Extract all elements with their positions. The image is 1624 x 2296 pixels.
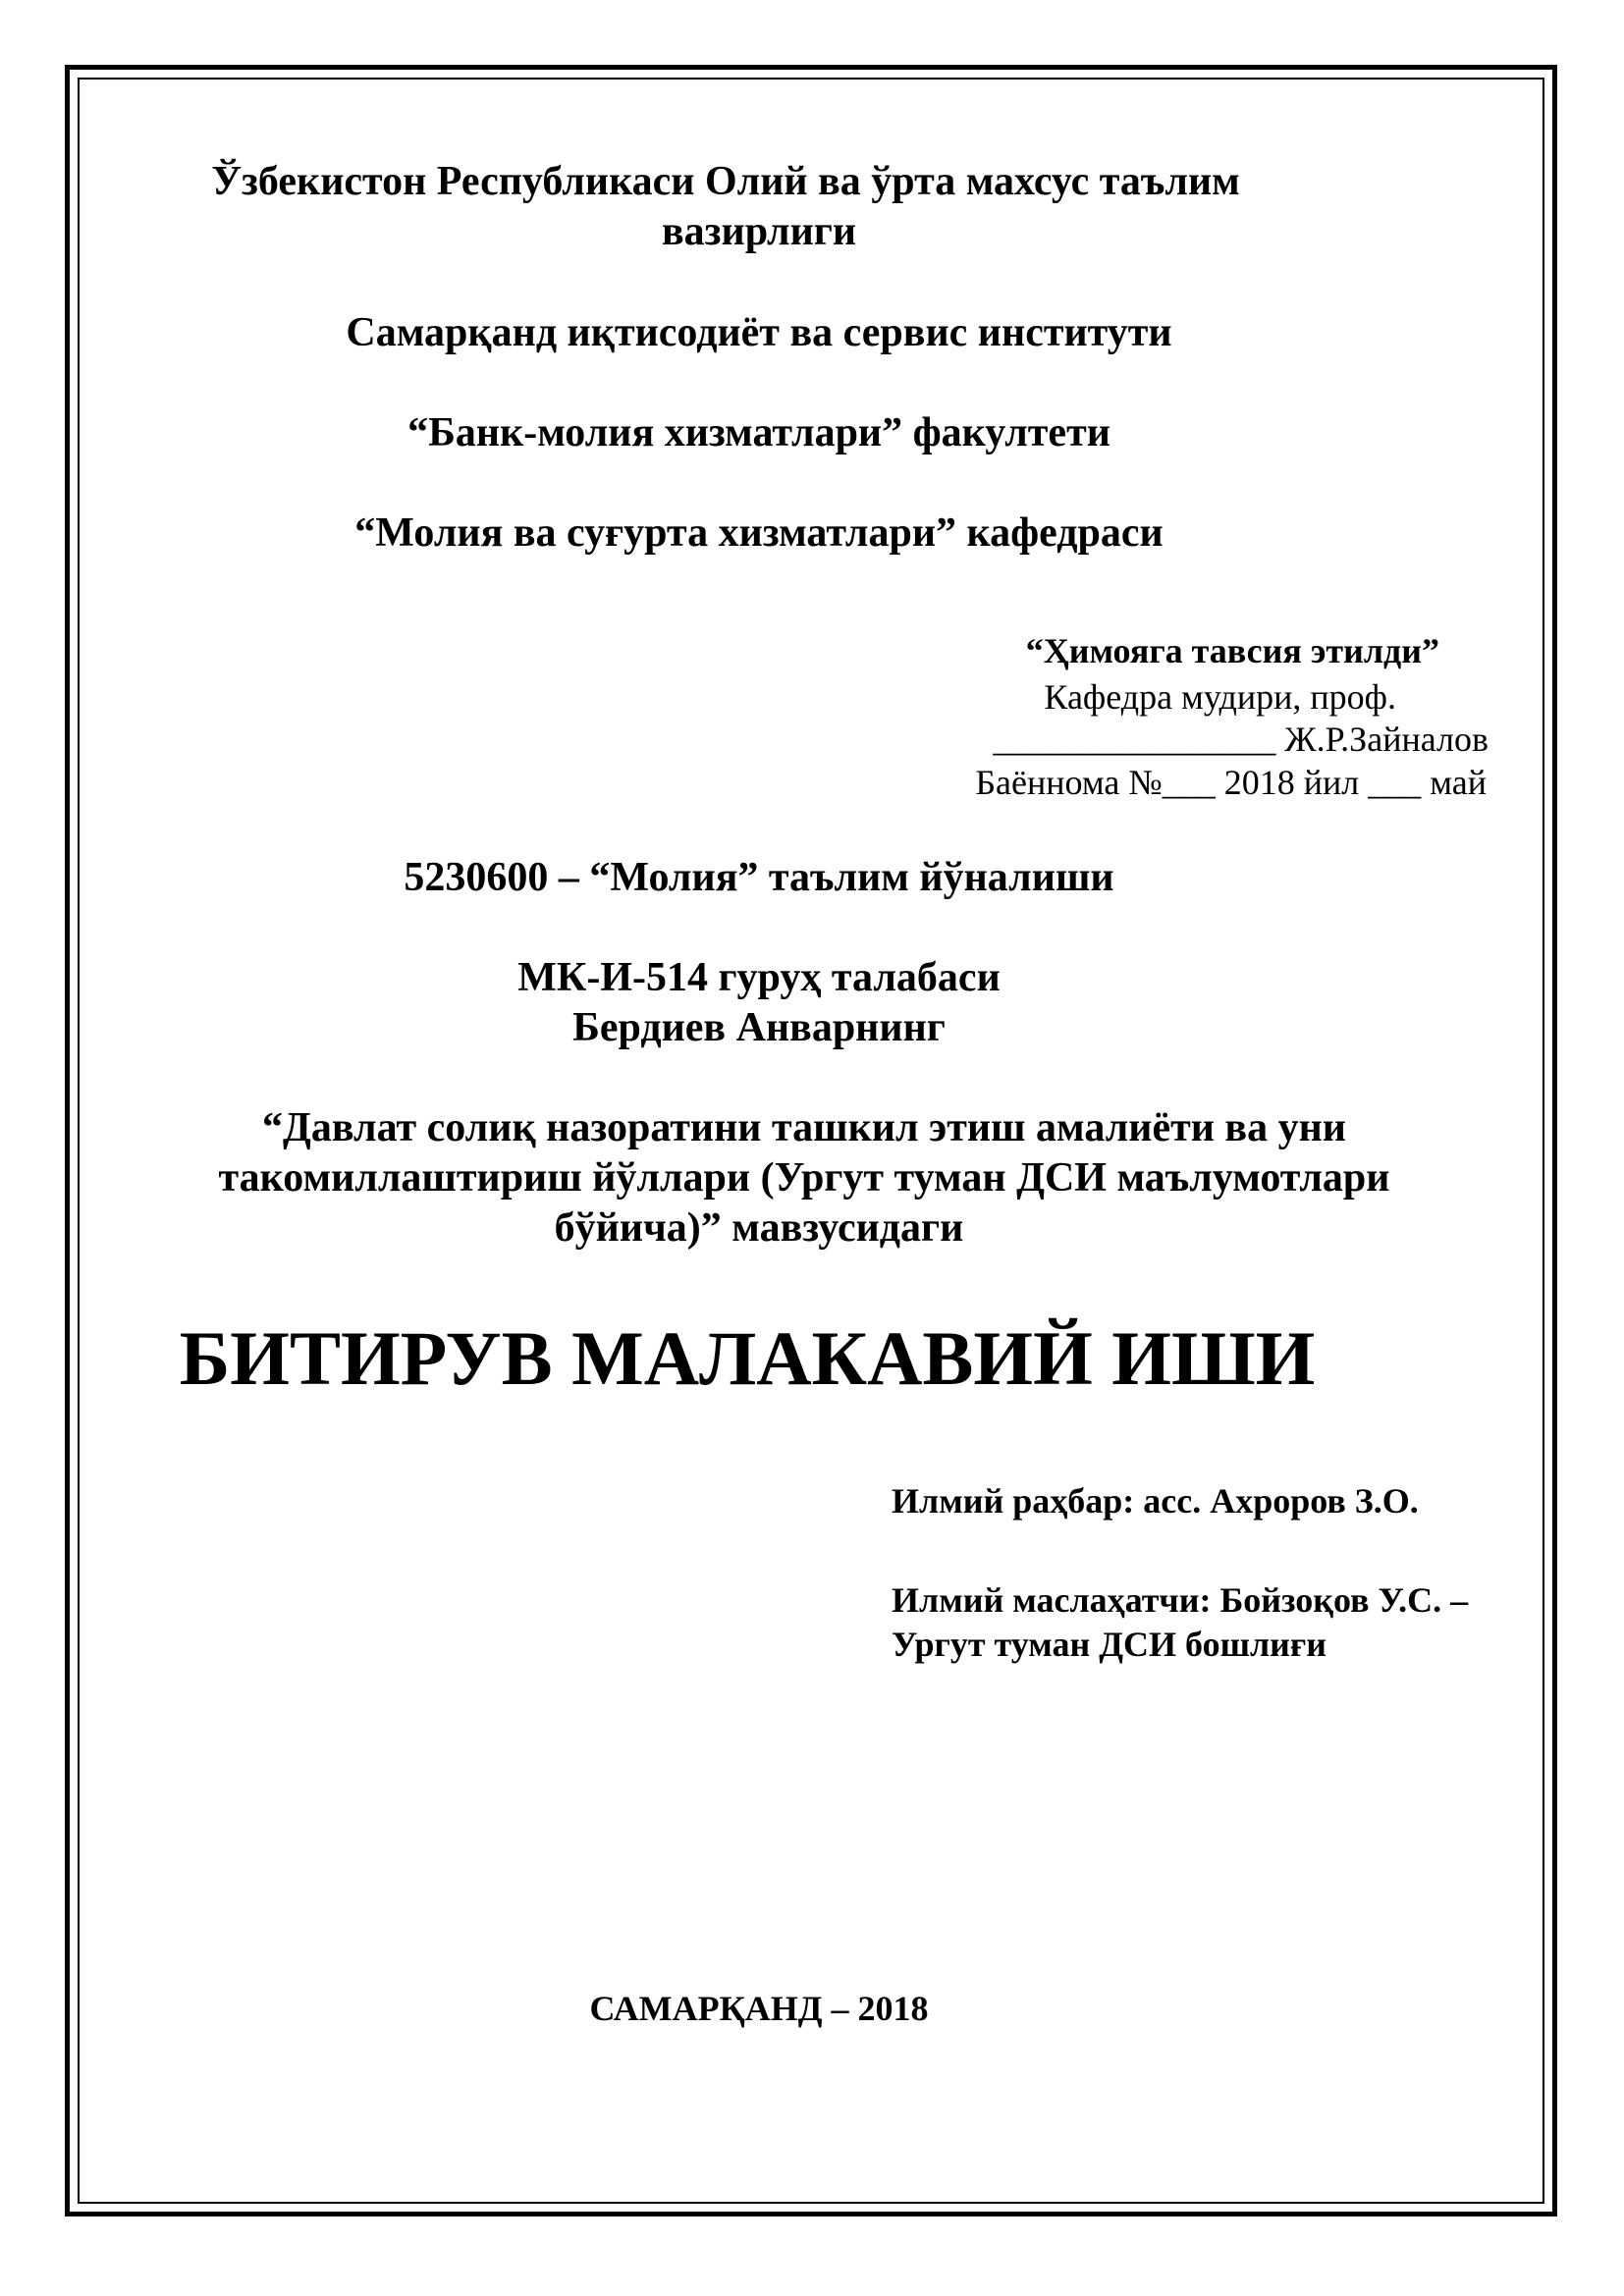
institute-name: Самарқанд иқтисодиёт ва сервис институти [346,310,1172,355]
approval-position: Кафедра мудири, проф. [1044,677,1396,717]
ministry-line-2: вазирлиги [661,209,857,254]
city-year: САМАРҚАНД – 2018 [589,1989,929,2028]
consultant-line-1: Илмий маслаҳатчи: Бойзоқов У.С. – [892,1580,1469,1620]
topic-line-1: “Давлат солиқ назоратини ташкил этиш амалиёти ва уни [261,1105,1347,1150]
department-name: “Молия ва суғурта хизматлари” кафедраси [354,510,1164,556]
topic-line-2: такомиллаштириш йўллари (Ургут туман ДСИ маълумотлари [218,1155,1390,1201]
faculty-name: “Банк-молия хизматлари” факултети [407,410,1110,455]
approval-heading: “Ҳимояга тавсия этилди” [1025,631,1439,670]
topic-line-3: бўйича)” мавзусидаги [554,1205,964,1251]
supervisor: Илмий раҳбар: асс. Ахроров З.О. [892,1481,1419,1521]
ministry-line-1: Ўзбекистон Республикаси Олий ва ўрта махсус таълим [211,159,1240,204]
consultant-line-2: Ургут туман ДСИ бошлиғи [892,1625,1326,1664]
student-name: Бердиев Анварнинг [572,1005,946,1050]
approval-signature-line: ________________ Ж.Р.Зайналов [993,720,1489,759]
student-group: МК-И-514 гуруҳ талабаси [517,955,1001,1000]
work-title: БИТИРУВ МАЛАКАВИЙ ИШИ [179,1315,1316,1401]
specialty: 5230600 – “Молия” таълим йўналиши [404,855,1114,900]
approval-protocol: Баённома №___ 2018 йил ___ май [975,763,1487,802]
